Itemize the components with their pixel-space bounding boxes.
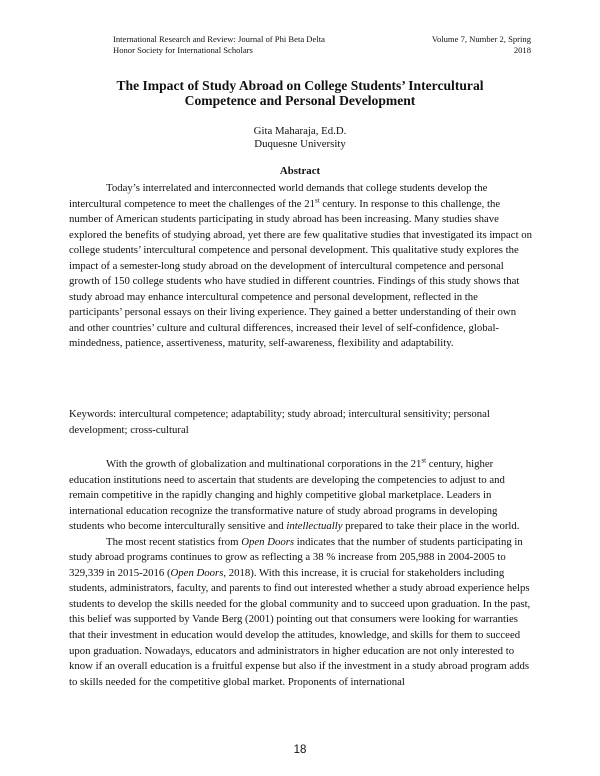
main-body — [69, 457, 532, 690]
p2-text-middle: indicates that the number of students participating in study abroad programs continues to grow as reflecting a 38 % increase from 205,988 in 2004-2005 to 329,339 in 2015-2016 ( — [69, 535, 523, 579]
keywords — [69, 407, 532, 438]
author-block — [100, 125, 500, 151]
author-affiliation: Duquesne University — [254, 138, 346, 150]
p2-italic-1: Open Doors — [241, 535, 295, 548]
volume-line2: 2018 — [513, 45, 531, 55]
body-paragraph-2 — [69, 535, 532, 690]
abstract-text-end: century. In response to this challenge, the number of American students participating in study abroad has been increasing. Many studies shave explored the benefits of studying abroad, yet there are few qualitative studies that investigated its impact on college students’ intercultural competence and personal development. This qualitative study explores the impact of a semester-long study abroad on the development of intercultural competence and personal growth of 150 college students who have studied in different countries. Findings of this study shows that study abroad may enhance intercultural competence and personal development, reflected in the participants’ personal essays on their living experience. They gained a better understanding of their own and other countries’ culture and cultural differences, increased their level of self-confidence, global-mindedness, patience, assertiveness, maturity, self-awareness, flexibility and adaptability. — [69, 197, 533, 350]
p2-text-start: The most recent statistics from — [106, 535, 242, 548]
paper-title-line2: Competence and Personal Development — [184, 93, 416, 108]
p1-text-start: With the growth of globalization and multinational corporations in the 21 — [106, 458, 422, 470]
journal-name-line2: Honor Society for International Scholars — [113, 45, 253, 55]
p1-text-middle: century, higher education institutions need to ascertain that students are developing the competencies to adjust to and remain competitive in the rapidly changing and highly competitive global marketplace. Leaders in international education recognize the transformative nature of study abroad programs in developing students who become interculturally sensitive and — [69, 458, 505, 533]
abstract-body — [69, 181, 532, 352]
p1-italic: intellectually — [286, 520, 343, 533]
p1-superscript: st — [421, 456, 427, 465]
abstract-text-start: Today’s interrelated and interconnected world demands that college students develop the intercultural competence to meet the challenges of the 21 — [69, 182, 488, 210]
abstract-paragraph — [69, 181, 532, 352]
author-name: Gita Maharaja, Ed.D. — [253, 125, 347, 137]
running-header-volume — [432, 34, 531, 56]
paper-title-line1: The Impact of Study Abroad on College Students’ Intercultural — [116, 78, 484, 93]
page-number: 18 — [293, 744, 307, 756]
abstract-superscript: st — [314, 195, 320, 204]
body-paragraph-1 — [69, 457, 532, 535]
p2-text-end: , 2018). With this increase, it is crucial for stakeholders including students, administrators, faculty, and parents to find out interested whether a study abroad experience helps students to develop the skills needed for the global community and to succeed upon graduation. In the past, this belief was supported by Vande Berg (2001) pointing out that consumers were looking for warranties that their investment in education would develop the attitudes, knowledge, and skills for them to succeed upon graduation. Nowadays, educators and administrators in higher education are not only interested to know if an overall education is a fruitful expense but also if the investment in a study abroad program adds to skills needed for the competitive global market. Proponents of international — [69, 566, 531, 688]
volume-line1: Volume 7, Number 2, Spring — [431, 34, 531, 44]
journal-name-line1: International Research and Review: Journal of Phi Beta Delta — [113, 34, 325, 44]
p1-text-end: prepared to take their place in the world. — [342, 520, 520, 533]
p2-italic-2: Open Doors — [170, 566, 224, 579]
running-header-journal — [113, 34, 325, 56]
keywords-text: Keywords: intercultural competence; adaptability; study abroad; intercultural sensitivity; personal development; cross-cultural — [69, 408, 490, 436]
abstract-heading: Abstract — [279, 165, 321, 177]
paper-title — [80, 78, 520, 108]
